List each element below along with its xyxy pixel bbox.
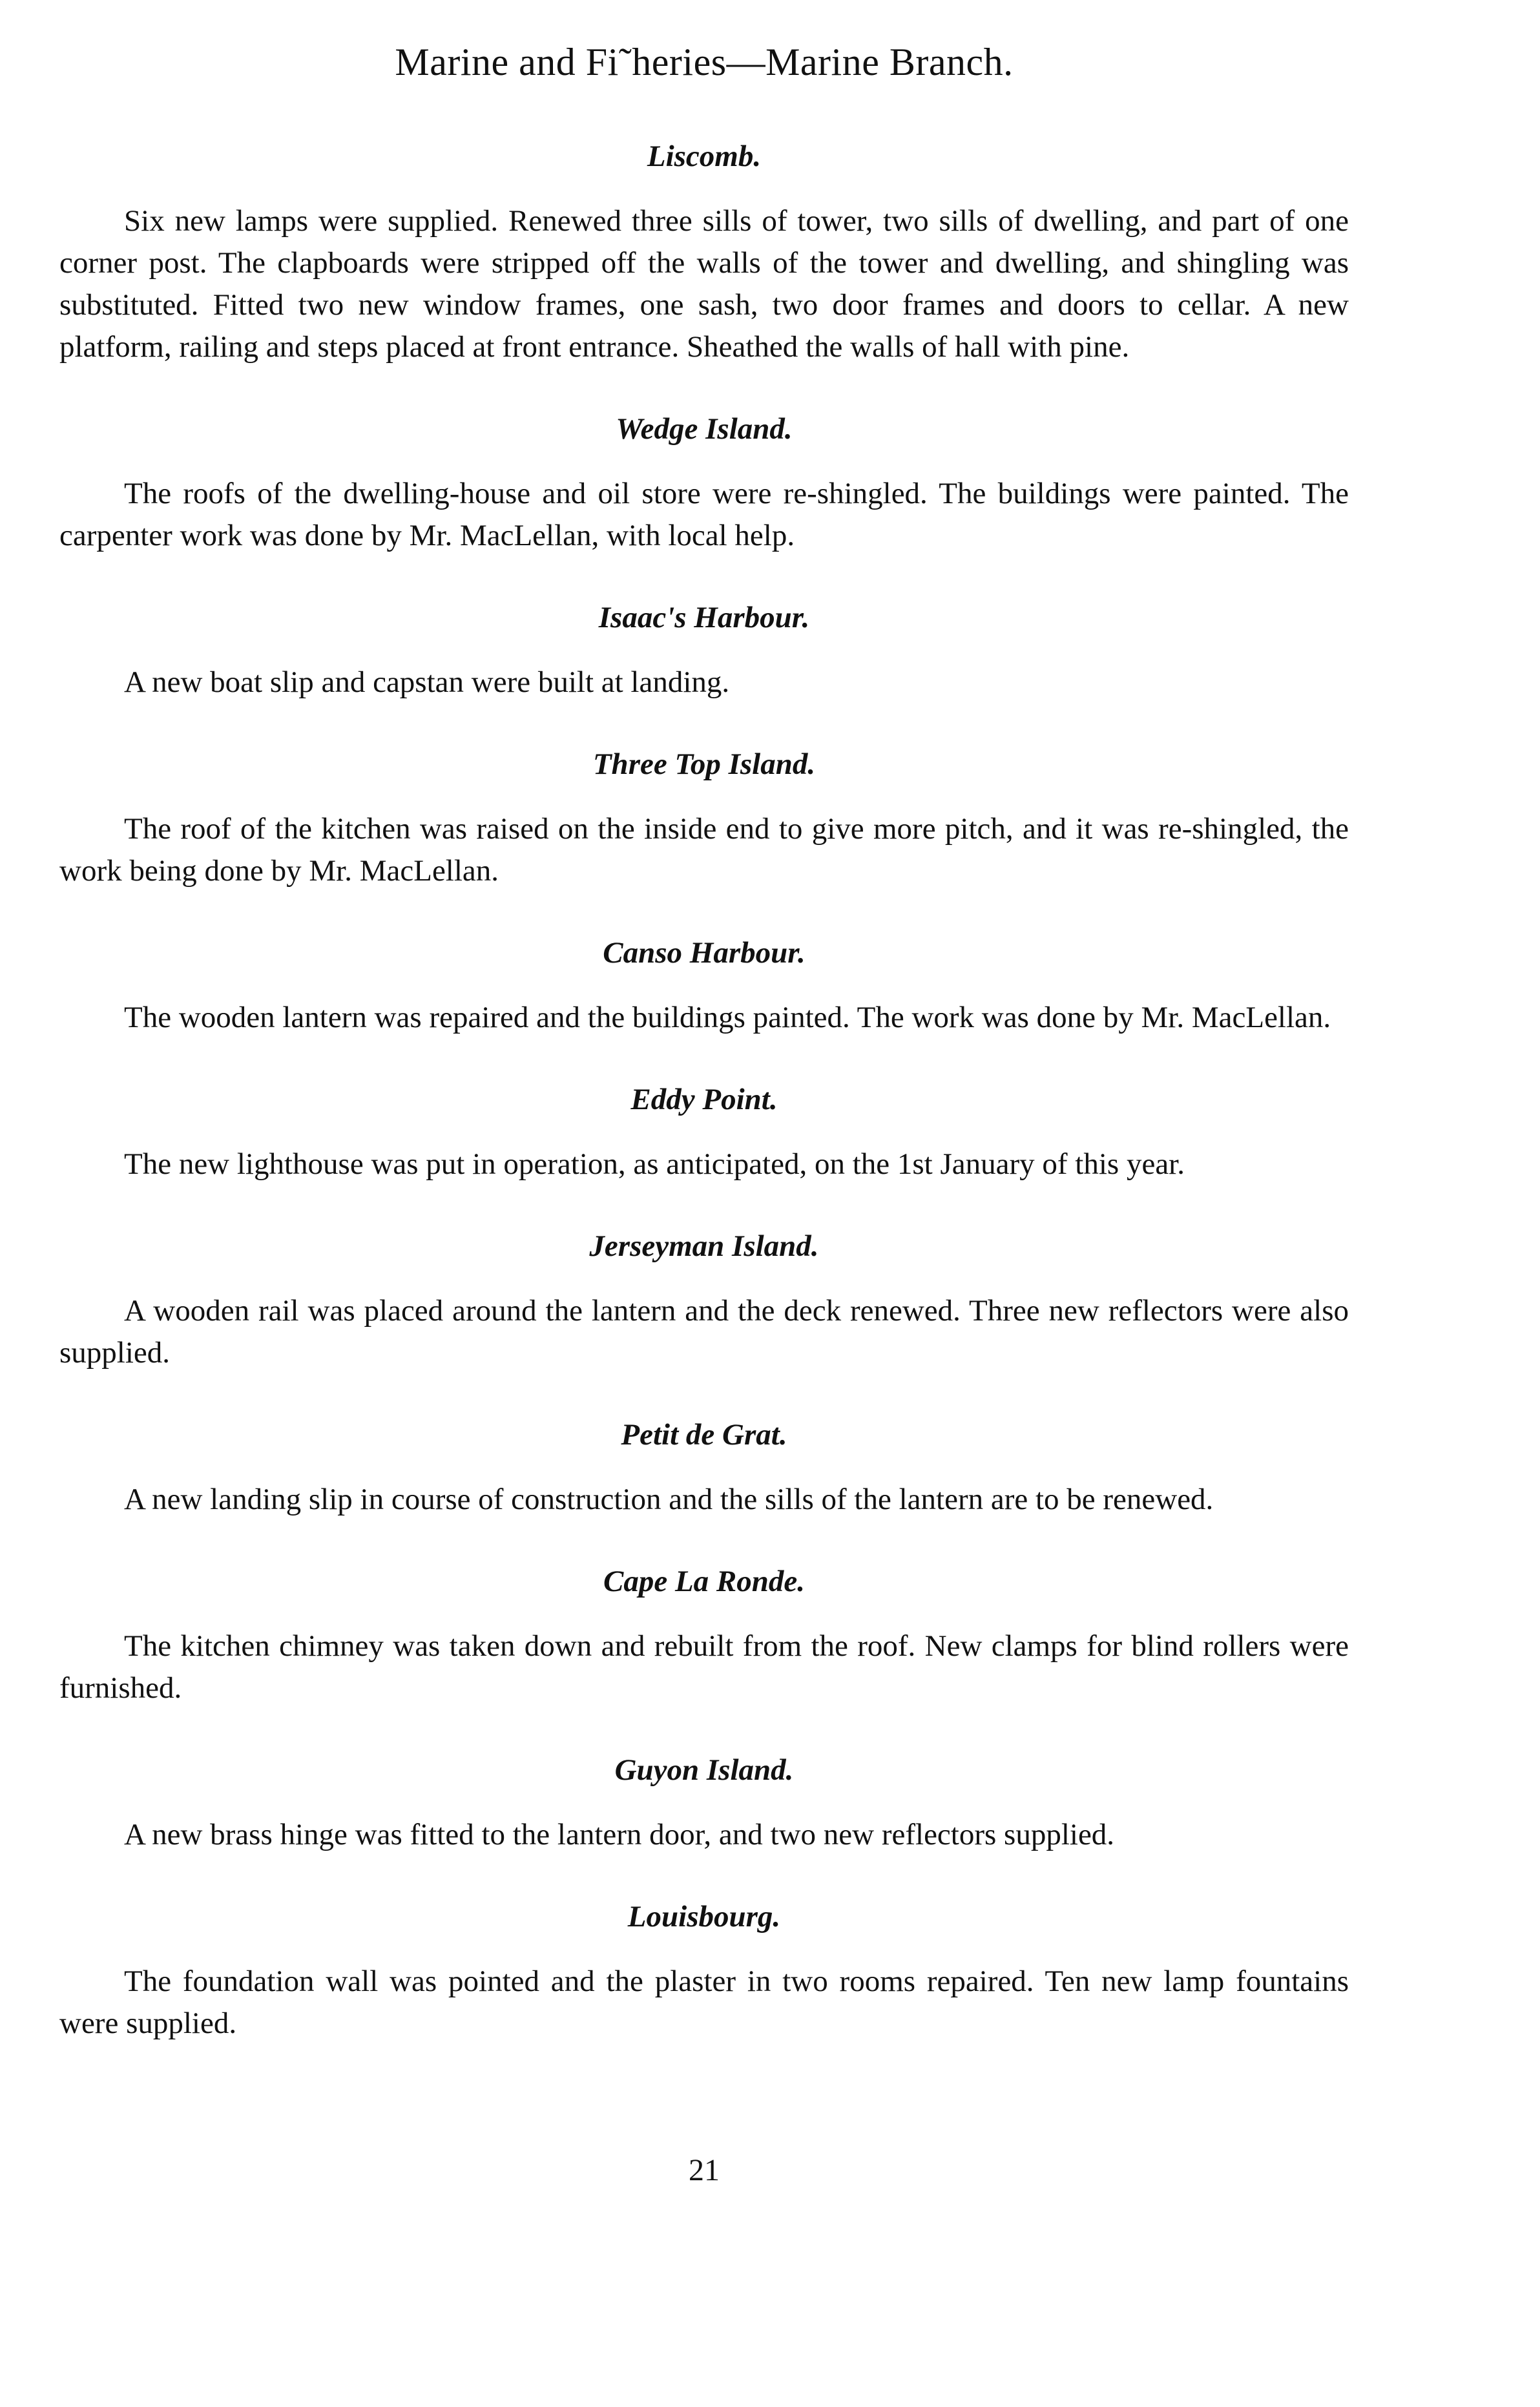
section-body: A wooden rail was placed around the lantern and the deck renewed. Three new reflectors were also supplied.	[59, 1294, 1349, 1370]
section-body: The roofs of the dwelling-house and oil store were re-shingled. The buildings were painted. The carpenter work was done by Mr. MacLellan, with local help.	[59, 477, 1349, 552]
section-liscomb	[59, 136, 1349, 368]
section-wedge-island	[59, 408, 1349, 557]
section-canso-harbour	[59, 932, 1349, 1039]
section-three-top-island	[59, 744, 1349, 892]
section-body: The foundation wall was pointed and the plaster in two rooms repaired. Ten new lamp fountains were supplied.	[59, 1964, 1349, 2040]
page-header-title: Marine and Fi˜heries—Marine Branch.	[395, 41, 1014, 83]
section-body: A new boat slip and capstan were built at landing.	[124, 665, 730, 699]
section-petit-de-grat	[59, 1414, 1349, 1521]
section-title: Cape La Ronde.	[603, 1565, 806, 1598]
section-body: The new lighthouse was put in operation, as anticipated, on the 1st January of this year.	[124, 1147, 1185, 1181]
section-guyon-island	[59, 1749, 1349, 1856]
page-number: 21	[689, 2153, 720, 2187]
section-jerseyman-island	[59, 1225, 1349, 1374]
section-title: Louisbourg.	[627, 1900, 781, 1933]
section-body: The roof of the kitchen was raised on the inside end to give more pitch, and it was re-shingled, the work being done by Mr. MacLellan.	[59, 812, 1349, 888]
section-body: A new brass hinge was fitted to the lantern door, and two new reflectors supplied.	[124, 1818, 1115, 1851]
section-title: Petit de Grat.	[621, 1418, 787, 1452]
section-body: Six new lamps were supplied. Renewed three sills of tower, two sills of dwelling, and part of one corner post. The clapboards were stripped off the walls of the tower and dwelling, and shingling was substituted. Fitted two new window frames, one sash, two door frames and doors to cellar. A new platform, railing and steps placed at front entrance. Sheathed the walls of hall with pine.	[59, 204, 1349, 364]
section-louisbourg	[59, 1896, 1349, 2045]
section-title: Wedge Island.	[616, 412, 793, 446]
section-title: Eddy Point.	[630, 1083, 778, 1116]
section-title: Three Top Island.	[592, 747, 816, 781]
section-title: Jerseyman Island.	[589, 1229, 819, 1263]
section-cape-la-ronde	[59, 1561, 1349, 1709]
section-body: The wooden lantern was repaired and the buildings painted. The work was done by Mr. MacLellan.	[124, 1001, 1331, 1034]
section-eddy-point	[59, 1079, 1349, 1185]
section-title: Liscomb.	[647, 140, 762, 173]
report-sections	[59, 136, 1349, 2045]
section-body: The kitchen chimney was taken down and rebuilt from the roof. New clamps for blind rollers were furnished.	[59, 1629, 1349, 1705]
section-title: Canso Harbour.	[603, 936, 806, 970]
section-body: A new landing slip in course of construction and the sills of the lantern are to be renewed.	[124, 1483, 1214, 1516]
section-title: Guyon Island.	[614, 1753, 794, 1787]
section-isaacs-harbour	[59, 597, 1349, 703]
section-title: Isaac's Harbour.	[598, 601, 810, 634]
